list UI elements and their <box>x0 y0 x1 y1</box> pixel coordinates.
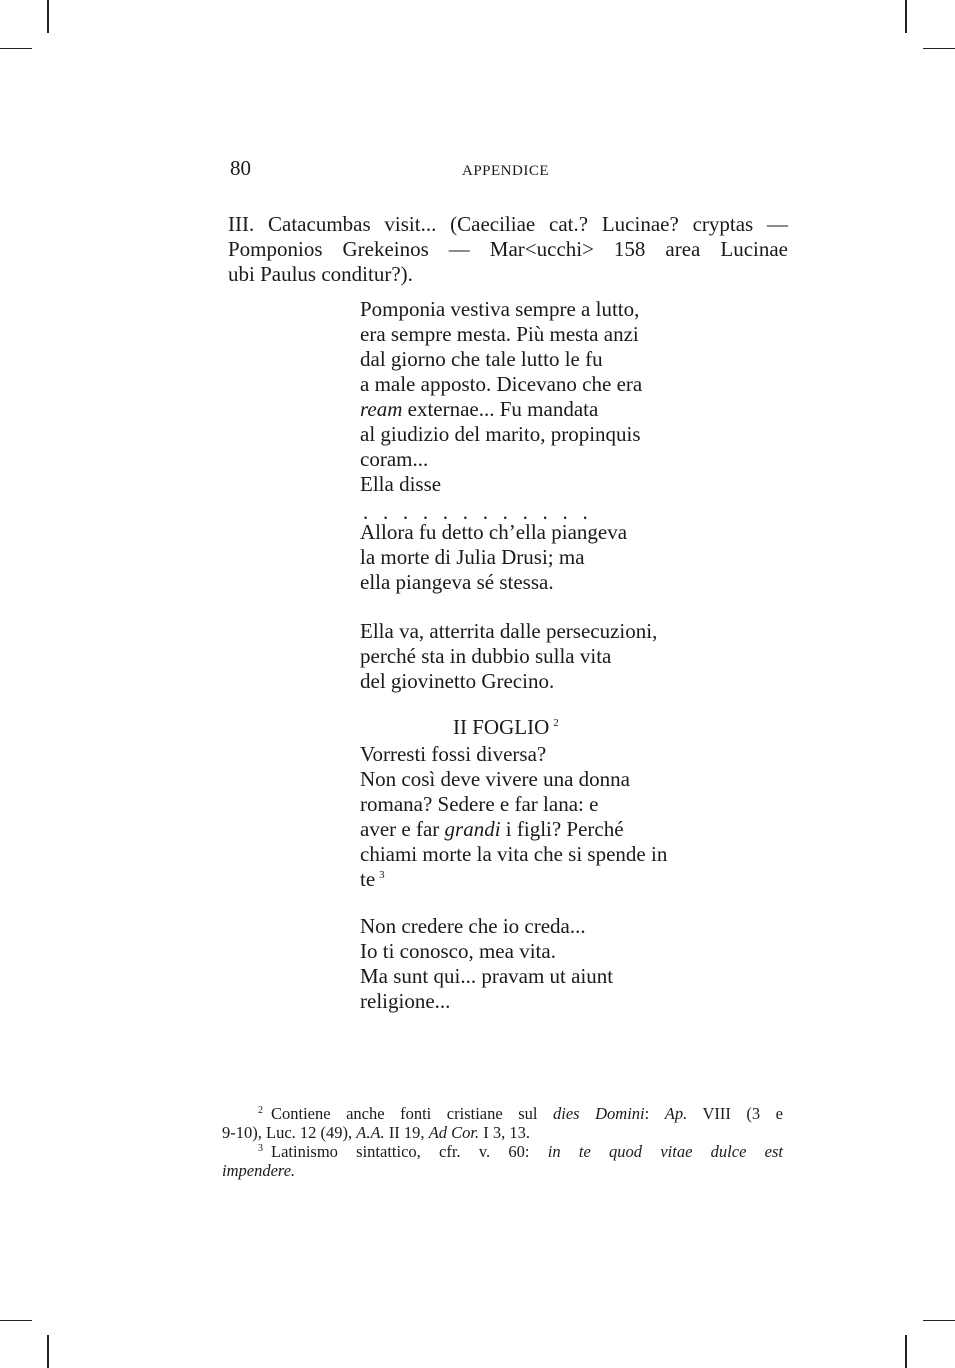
verse-line: Ma sunt qui... pravam ut aiunt <box>360 964 614 988</box>
crop-mark-bottom-left-horizontal <box>0 1320 32 1321</box>
crop-mark-bottom-right-vertical <box>905 1335 907 1368</box>
verse-line: romana? Sedere e far lana: e <box>360 792 599 816</box>
stanza-1 <box>360 297 720 497</box>
footnote-3-line <box>222 1142 783 1161</box>
stanza-5 <box>360 914 720 1014</box>
intro-line: Pomponios Grekeinos — Mar<ucchi> 158 area Lucinae <box>228 237 788 261</box>
verse-text: externae... Fu mandata <box>402 397 599 421</box>
verse-line: religione... <box>360 989 451 1013</box>
running-head: APPENDICE <box>462 163 550 179</box>
verse-line: era sempre mesta. Più mesta anzi <box>360 322 639 346</box>
stanza-4 <box>360 742 720 892</box>
crop-mark-top-left-horizontal <box>0 48 32 49</box>
footnote-number: 2 <box>258 1105 263 1116</box>
verse-line: la morte di Julia Drusi; ma <box>360 545 585 569</box>
footnote-italic: dies Domini <box>553 1104 645 1123</box>
verse-line: dal giorno che tale lutto le fu <box>360 347 603 371</box>
verse-line: Non credere che io creda... <box>360 914 586 938</box>
stanza-3 <box>360 619 720 694</box>
verse-line: Ella disse <box>360 472 442 496</box>
verse-line: a male apposto. Dicevano che era <box>360 372 643 396</box>
footnote-text: Contiene anche fonti cristiane sul <box>271 1104 554 1123</box>
intro-line: III. Catacumbas visit... (Caeciliae cat.? Lucinae? cryptas — <box>228 212 788 236</box>
footnote-3-line <box>222 1161 783 1180</box>
intro-paragraph <box>228 212 788 287</box>
footnote-text: I 3, 13. <box>479 1123 530 1142</box>
verse-line: Io ti conosco, mea vita. <box>360 939 556 963</box>
verse-text: aver e far <box>360 817 445 841</box>
verse-line: Non così deve vivere una donna <box>360 767 630 791</box>
verse-line <box>360 817 720 842</box>
verse-line: Ella va, atterrita dalle persecuzioni, <box>360 619 658 643</box>
verse-line: del giovinetto Grecino. <box>360 669 555 693</box>
verse-line <box>360 397 720 422</box>
italic-word: grandi <box>444 817 501 841</box>
footnote-italic: Ap. <box>664 1104 688 1123</box>
footnotes <box>222 1104 783 1180</box>
verse-line: perché sta in dubbio sulla vita <box>360 644 612 668</box>
section-heading-text: II FOGLIO <box>453 715 550 739</box>
footnote-text: Latinismo sintattico, cfr. v. 60: <box>271 1142 548 1161</box>
verse-line: coram... <box>360 447 429 471</box>
stanza-2 <box>360 520 720 595</box>
footnote-italic: A.A. <box>356 1123 385 1142</box>
footnote-text: 9-10), Luc. 12 (49), <box>222 1123 357 1142</box>
footnote-italic: impendere. <box>222 1161 296 1180</box>
verse-line: ella piangeva sé stessa. <box>360 570 554 594</box>
section-heading <box>453 715 559 740</box>
verse-line: al giudizio del marito, propinquis <box>360 422 641 446</box>
verse-line: chiami morte la vita che si spende in <box>360 842 668 866</box>
verse-line: Vorresti fossi diversa? <box>360 742 547 766</box>
footnote-number: 3 <box>258 1143 263 1154</box>
verse-line: Pomponia vestiva sempre a lutto, <box>360 297 640 321</box>
footnote-2-line <box>222 1104 783 1123</box>
crop-mark-bottom-right-horizontal <box>923 1320 955 1321</box>
italic-word: ream <box>360 397 403 421</box>
footnote-2-line <box>222 1123 783 1142</box>
verse-text: i figli? Perché <box>500 817 624 841</box>
crop-mark-top-left-vertical <box>47 0 49 33</box>
ellipsis-dots: ............ <box>363 500 603 524</box>
crop-mark-top-right-horizontal <box>923 48 955 49</box>
crop-mark-bottom-left-vertical <box>47 1335 49 1368</box>
verse-text: te <box>360 867 376 891</box>
footnote-ref: 2 <box>553 717 559 729</box>
footnote-italic: Ad Cor. <box>428 1123 480 1142</box>
page-number: 80 <box>230 156 251 180</box>
footnote-ref: 3 <box>379 869 385 881</box>
footnote-text: II 19, <box>384 1123 429 1142</box>
footnote-text: : <box>644 1104 665 1123</box>
footnote-text: VIII (3 e <box>687 1104 783 1123</box>
crop-mark-top-right-vertical <box>905 0 907 33</box>
verse-line <box>360 867 720 892</box>
verse-line: Allora fu detto ch’ella piangeva <box>360 520 628 544</box>
footnote-italic: in te quod vitae dulce est <box>547 1142 783 1161</box>
intro-line: ubi Paulus conditur?). <box>228 262 413 286</box>
